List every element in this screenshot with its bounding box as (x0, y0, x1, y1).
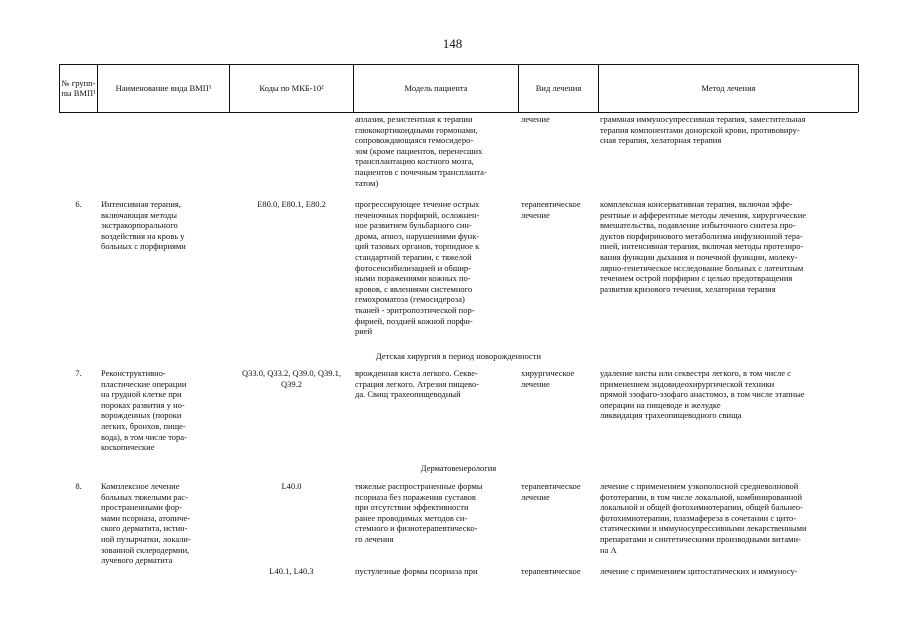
row-treatment-type: терапевтическое лечение (521, 481, 581, 502)
header-group-number: № групп-пы ВМП¹ (61, 78, 96, 98)
row-treatment-method: комплексная консервативная терапия, включая эффе- рентные и афферентные методы лечения, хирургические вмешательства, подавление избыточного синтеза про- дуктов порфиринового метаболизма инфузионной тера- пией, интенсивная терапия, включая методы протезиро- вания функции дыхания и почечной функции, молеку- лярно-генетическое исследование больных с латентным течением острой порфирии с целью предотвращения развития кризового течения, хелаторная терапия (600, 199, 807, 294)
row-vmp-name: Комплексное лечение больных тяжелыми рас- пространенными фор- мами псориаза, атопиче- ского дерматита, истин- ной пузырчатки, локали- зованной склеродермии, лучевого дерматита (101, 481, 191, 566)
table-right-border (858, 64, 859, 112)
row-vmp-name: Реконструктивно- пластические операции на грудной клетке при пороках развития у но- ворожденных (пороки легких, бронхов, пище- вода), в том числе тора- коскопические (101, 368, 187, 453)
row-treatment-type: хирургическое лечение (521, 368, 575, 389)
row-vmp-name: Интенсивная терапия, включающая методы экстракорпорального воздействия на кровь у больных с порфириями (101, 199, 186, 252)
header-vmp-name: Наименование вида ВМП¹ (115, 83, 212, 93)
section-heading: Дерматовенерология (420, 463, 497, 473)
header-treatment-method: Метод лечения (701, 83, 756, 93)
row-treatment-type: терапевтическое (521, 566, 581, 576)
row-treatment-method: лечение с применением цитостатических и иммуносу- (600, 566, 798, 576)
header-treatment-type: Вид лечения (535, 83, 582, 93)
row-icd-codes: E80.0, E80.1, E80.2 (257, 199, 326, 209)
continued-patient-model: аплазия, резистентная к терапии глюкокортикоидными гормонами, сопровождающаяся гемосидеро- зом (кроме пациентов, перенесших трансплантацию костного мозга, пациентов с почечным транспланта- татом) (355, 114, 487, 188)
row-group-number: 8. (75, 481, 82, 491)
row-icd-codes: L40.1, L40.3 (269, 566, 314, 576)
row-patient-model: врожденная киста легкого. Секве- страция легкого. Атрезия пищево- да. Свищ трахеопищеводный (355, 368, 480, 400)
row-treatment-type: терапевтическое лечение (521, 199, 581, 220)
row-patient-model: пустулезные формы псориаза при (355, 566, 478, 576)
page-number: 148 (442, 36, 463, 51)
row-group-number: 6. (75, 199, 82, 209)
row-treatment-method: лечение с применением узкополосной средневолновой фототерапии, в том числе локальной, комбинированной локальной и общей фотохимиотерапии, общей бальнео- фотохимиотерапии, плазмафереза в сочетании с цито- статическими и иммуносупрессивными лекарственными препаратами и синтетическими производными витами- на А (600, 481, 807, 555)
row-icd-codes: L40.0 (281, 481, 302, 491)
row-group-number: 7. (75, 368, 82, 378)
header-icd-codes: Коды по МКБ-10² (259, 83, 324, 93)
continued-treatment-method: граммная иммуносупрессивная терапия, заместительная терапия компонентами донорской крови, противовиру- сная терапия, хелаторная терапия (600, 114, 806, 146)
header-patient-model: Модель пациента (404, 83, 468, 93)
section-heading: Детская хирургия в период новорожденности (375, 351, 542, 361)
continued-treatment-type: лечение (521, 114, 550, 124)
table-header-bottom-border (59, 112, 858, 113)
row-patient-model: прогрессирующее течение острых печеночных порфирий, осложнен- ное развитием бульбарного син- дрома, апноэ, нарушениями функ- ций тазовых органов, торпидное к стандартной терапии, с тяжелой фотосенсибилизацией и обшир- ными поражениями кожных по- кровов, с явлениями системного гемохроматоза (гемосидероза) тканей - эритропоэтической пор- фирией, поздней кожной порфи- рией (355, 199, 480, 337)
row-treatment-method: удаление кисты или секвестра легкого, в том числе с применением эндовидеохирургической техники прямой эзофаго-эзофаго анастомоз, в том числе этапные операции на пищеводе и желудке ликвидация трахеопищеводного свища (600, 368, 805, 421)
row-icd-codes: Q33.0, Q33.2, Q39.0, Q39.1, Q39.2 (242, 368, 341, 389)
row-patient-model: тяжелые распространенные формы псориаза без поражения суставов при отсутствии эффективности ранее проводимых методов си- стемного и физиотерапевтическо- го лечения (355, 481, 483, 544)
